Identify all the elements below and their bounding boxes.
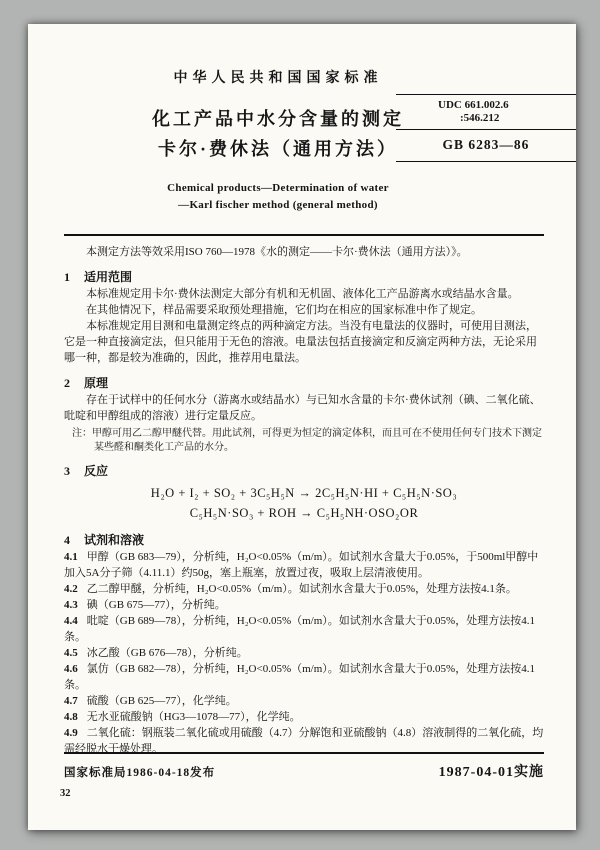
reagent-item-number: 4.3 [64,599,78,611]
section-3-heading [64,463,544,480]
section-4-heading [64,532,544,549]
section-2-title: 原理 [84,376,109,390]
section-3-title: 反应 [84,464,109,478]
reagent-item-text: 甲醇（GB 683—79），分析纯，H₂O<0.05%（m/m）。如试剂水含量大于0.05%，于500ml甲醇中加入5A分子筛（4.11.1）约50g，塞上瓶塞，放置过夜，吸取上层清液使用。 [64,551,539,579]
reaction-equation-1: H₂O + I₂ + SO₂ + 3C₅H₅N → 2C₅H₅N·HI + C₅H₅N·SO₃ [150,486,458,500]
udc-standard-number-box [396,94,576,162]
section-1-paragraph: 在其他情况下，样品需要采取预处理措施，它们均在相应的国家标准中作了规定。 [86,304,482,316]
standard-org-name: 中华人民共和国国家标准 [173,71,383,86]
reagent-item-text: 氯仿（GB 682—78），分析纯，H₂O<0.05%（m/m）。如试剂水含量大于0.05%，处理方法按4.1条。 [64,663,535,691]
document-footer [64,752,544,781]
section-1-paragraph: 本标准规定用目测和电量测定终点的两种滴定方法。当没有电量法的仪器时，可使用目测法，它是一种直接滴定法，但只能用于无色的溶液。电量法包括直接滴定和反滴定两种方法，无论采用哪一种，都是较为准确的，因此，推荐用电量法。 [64,320,537,364]
reagent-item-text: 无水亚硫酸钠（HG3—1078—77），化学纯。 [86,711,301,723]
reaction-equations [64,483,544,523]
title-en-line2: —Karl fischer method (general method) [178,199,378,211]
reaction-equation-2: C₅H₅N·SO₃ + ROH → C₅H₅NH·OSO₂OR [189,506,419,520]
section-1-title: 适用范围 [84,270,133,284]
standard-number: GB 6283—86 [396,130,576,162]
reagent-item [64,597,544,613]
intro-paragraph: 本测定方法等效采用ISO 760—1978《水的测定——卡尔·费休法（通用方法）》。 [86,246,468,258]
reagent-item-number: 4.7 [64,695,78,707]
section-4-title: 试剂和溶液 [84,533,145,547]
udc-classification [396,95,576,130]
implementation-date: 1987-04-01实施 [438,765,544,780]
standard-header [64,70,544,214]
page-number: 32 [60,788,71,799]
reagent-item-text: 二氧化硫：钢瓶装二氧化硫或用硫酸（4.7）分解饱和亚硫酸钠（4.8）溶液制得的二氧化硫，均需经脱水干燥处理。 [64,727,544,755]
reagent-item [64,613,544,645]
reagent-item-number: 4.9 [64,727,78,739]
section-2-paragraph: 存在于试样中的任何水分（游离水或结晶水）与已知水含量的卡尔·费休试剂（碘、二氧化硫、吡啶和甲醇组成的溶液）进行定量反应。 [64,394,541,422]
title-cn-line1: 化工产品中水分含量的测定 [152,109,404,129]
udc-line2: :546.212 [460,112,500,124]
issue-date: 国家标准局1986-04-18发布 [64,767,216,779]
reagent-item-text: 硫酸（GB 625—77），化学纯。 [86,695,237,707]
reagent-item [64,661,544,693]
reagent-item-text: 吡啶（GB 689—78），分析纯，H₂O<0.05%（m/m）。如试剂水含量大于0.05%，处理方法按4.1条。 [64,615,535,643]
reagent-item [64,549,544,581]
title-en-line1: Chemical products—Determination of water [167,182,389,194]
reagent-item [64,581,544,597]
udc-line1: UDC 661.002.6 [438,99,509,111]
section-1-number: 1 [64,270,70,284]
section-1-heading [64,269,544,286]
reagent-item-text: 冰乙酸（GB 676—78），分析纯。 [86,647,248,659]
reagent-item-number: 4.2 [64,583,78,595]
reagent-item-text: 乙二醇甲醚，分析纯，H₂O<0.05%（m/m）。如试剂水含量大于0.05%，处理方法按4.1条。 [86,583,517,595]
reagent-item-number: 4.8 [64,711,78,723]
reagent-item-number: 4.5 [64,647,78,659]
reagent-item [64,709,544,725]
title-en-block [78,180,478,214]
section-3-number: 3 [64,464,70,478]
reagent-item-number: 4.4 [64,615,78,627]
document-page [28,24,576,830]
reagent-item [64,693,544,709]
reagent-item [64,645,544,661]
section-2-note: 注：甲醇可用乙二醇甲醚代替。用此试剂，可得更为恒定的滴定体积，而且可在不使用任何专门技术下测定某些醛和酮类化工产品的水分。 [72,428,542,453]
reagent-item-number: 4.1 [64,551,78,563]
title-cn-line2: 卡尔·费休法（通用方法） [157,139,398,159]
reagent-item-text: 碘（GB 675—77），分析纯。 [86,599,226,611]
section-2-heading [64,375,544,392]
section-2-number: 2 [64,376,70,390]
section-4-number: 4 [64,533,70,547]
header-divider [64,234,544,236]
section-1-paragraph: 本标准规定用卡尔·费休法测定大部分有机和无机固、液体化工产品游离水或结晶水含量。 [86,288,519,300]
reagent-item-number: 4.6 [64,663,78,675]
